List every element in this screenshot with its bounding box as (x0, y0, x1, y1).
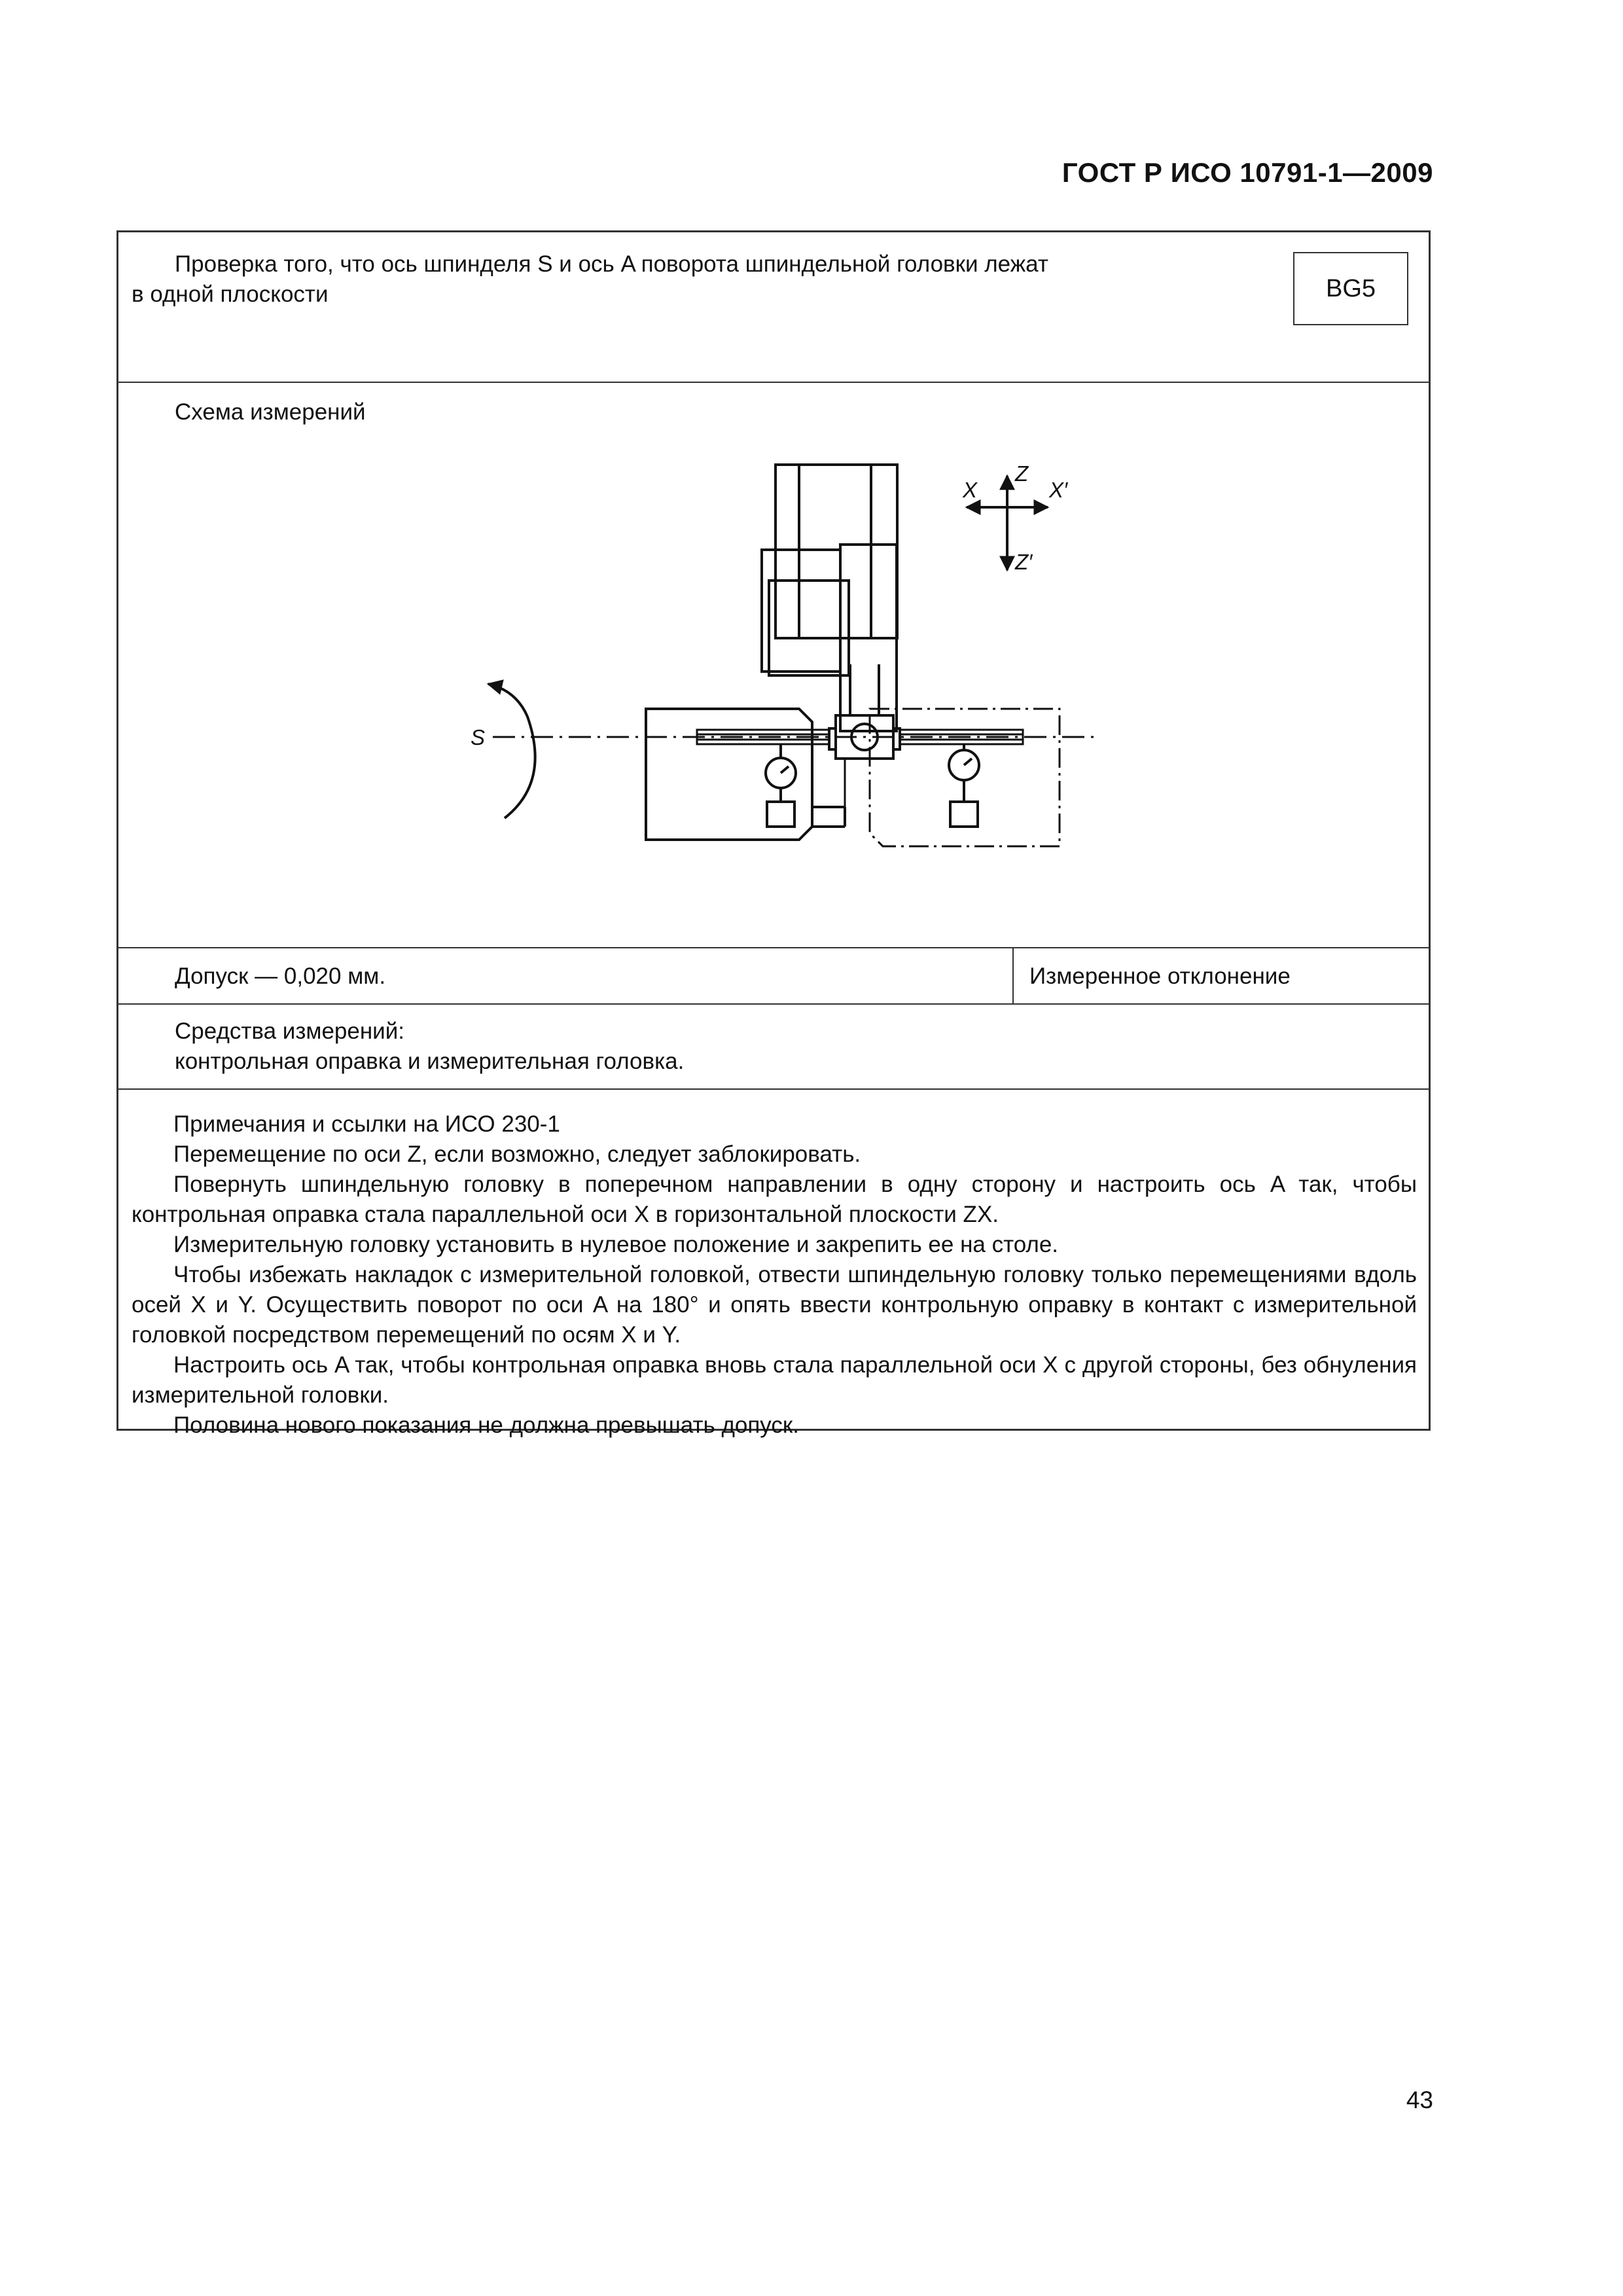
table-left (646, 709, 845, 840)
measured-deviation-label: Измеренное отклонение (1029, 963, 1291, 989)
standard-designation: ГОСТ Р ИСО 10791-1—2009 (1061, 157, 1433, 188)
measurement-diagram (118, 383, 1429, 946)
axis-label-z-prime: Z′ (1015, 550, 1033, 574)
coordinate-axes (967, 476, 1048, 570)
check-sheet (116, 230, 1431, 1438)
rotation-arrow-s (488, 684, 535, 818)
axis-label-s: S (471, 725, 486, 749)
check-title-line2: в одной плоскости (132, 281, 329, 307)
notes-paragraph: Чтобы избежать накладок с измерительной головкой, отвести шпиндельную головку только перемещениями вдоль осей X и Y. Осуществить поворот по оси A на 180° и опять ввести контрольную оправку в контакт с измерительной головкой посредством перемещений по осям X и Y. (132, 1262, 1417, 1348)
instruments-list: контрольная оправка и измерительная головка. (175, 1049, 685, 1074)
notes-row (118, 1090, 1429, 1438)
axis-label-x: X (963, 478, 978, 502)
title-row (118, 232, 1429, 383)
diagram-row (118, 383, 1429, 948)
dial-gauge-left (766, 744, 796, 827)
notes-paragraph: Настроить ось A так, чтобы контрольная оправка вновь стала параллельной оси X с другой стороны, без обнуления измерительной головки. (132, 1352, 1417, 1408)
spindle-column (762, 465, 897, 731)
check-title-line1: Проверка того, что ось шпинделя S и ось A поворота шпиндельной головки лежат (175, 251, 1048, 277)
axis-label-z: Z (1015, 461, 1029, 486)
check-code-box: BG5 (1293, 252, 1408, 325)
notes-paragraph: Измерительную головку установить в нулевое положение и закрепить ее на столе. (173, 1232, 1059, 1257)
page-number: 43 (1406, 2087, 1433, 2113)
tolerance-text: Допуск — 0,020 мм. (175, 963, 386, 989)
diagram-heading: Схема измерений (175, 399, 366, 425)
instruments-row (118, 1005, 1429, 1090)
notes-paragraph: Половина нового показания не должна превышать допуск. (173, 1412, 799, 1438)
notes-heading: Примечания и ссылки на ИСО 230-1 (173, 1111, 560, 1137)
axis-label-x-prime: X′ (1049, 478, 1068, 502)
tolerance-divider (1012, 948, 1014, 1003)
notes-paragraph: Перемещение по оси Z, если возможно, следует заблокировать. (173, 1141, 861, 1167)
instruments-heading: Средства измерений: (175, 1018, 404, 1044)
notes-paragraph: Повернуть шпиндельную головку в поперечном направлении в одну сторону и настроить ось A так, чтобы контрольная оправка стала параллельной оси X в горизонтальной плоскости ZX. (132, 1172, 1417, 1227)
tolerance-row (118, 948, 1429, 1005)
dial-gauge-right (949, 744, 979, 827)
notes-block (132, 1109, 1417, 1441)
